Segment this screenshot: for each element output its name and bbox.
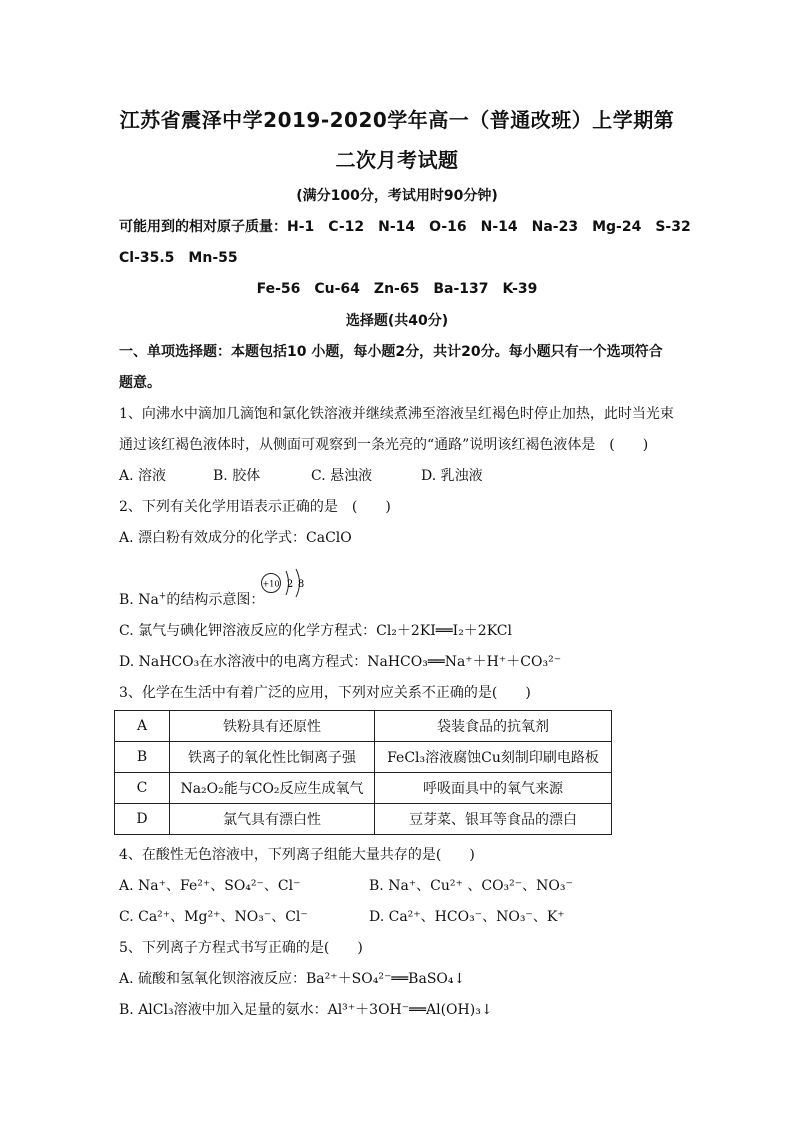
q2-option-c: C. 氯气与碘化钾溶液反应的化学方程式：Cl₂＋2KI══I₂＋2KCl: [119, 623, 512, 639]
q1-options: [119, 466, 483, 486]
q1-option-c: C. 悬浊液: [311, 468, 373, 484]
q1-option-d: D. 乳浊液: [421, 468, 483, 484]
q2-option-b-suffix: 的结构示意图：: [166, 592, 265, 608]
q4-option-d: D. Ca²⁺、HCO₃⁻、NO₃⁻、K⁺: [369, 909, 565, 925]
nucleus-charge: +10: [262, 579, 280, 589]
table-row: [115, 773, 612, 804]
q3-table: [114, 710, 612, 835]
q4-option-b: B. Na⁺、Cu²⁺ 、CO₃²⁻、NO₃⁻: [369, 878, 573, 894]
q3-row-b-property: 铁离子的氧化性比铜离子强: [170, 742, 375, 773]
q3-row-c-use: 呼吸面具中的氧气来源: [375, 773, 612, 804]
electron-shell-2-count: 8: [297, 579, 305, 590]
section-title: 选择题(共40分): [345, 313, 449, 329]
part1-instructions-line1: 一、单项选择题：本题包括10 小题，每小题2分，共计20分。每小题只有一个选项符合: [119, 344, 663, 360]
q3-row-d-property: 氯气具有漂白性: [170, 804, 375, 835]
atomic-mass-line3: Fe-56 Cu-64 Zn-65 Ba-137 K-39: [256, 281, 538, 297]
q4-option-c: C. Ca²⁺、Mg²⁺、NO₃⁻、Cl⁻: [119, 909, 308, 925]
q5-option-b: B. AlCl₃溶液中加入足量的氨水：Al³⁺＋3OH⁻══Al(OH)₃↓: [119, 1002, 493, 1018]
q3-row-d-use: 豆芽菜、银耳等食品的漂白: [375, 804, 612, 835]
table-row: [115, 804, 612, 835]
exam-title-line1: 江苏省震泽中学2019-2020学年高一（普通改班）上学期第: [119, 108, 675, 132]
q4-option-a: A. Na⁺、Fe²⁺、SO₄²⁻、Cl⁻: [119, 878, 301, 894]
q3-row-d-label: D: [115, 804, 170, 835]
electron-shell-1-count: 2: [286, 579, 294, 590]
exam-info: (满分100分，考试用时90分钟): [296, 188, 498, 204]
atomic-mass-line2: Cl-35.5 Mn-55: [119, 250, 238, 266]
q3-row-a-property: 铁粉具有还原性: [170, 711, 375, 742]
q2-option-d: D. NaHCO₃在水溶液中的电离方程式：NaHCO₃══Na⁺＋H⁺＋CO₃²⁻: [119, 654, 562, 670]
q3-row-a-use: 袋装食品的抗氧剂: [375, 711, 612, 742]
q1-option-b: B. 胶体: [213, 468, 261, 484]
q3-row-c-property: Na₂O₂能与CO₂反应生成氧气: [170, 773, 375, 804]
q3-row-c-label: C: [115, 773, 170, 804]
q4-stem: 4、在酸性无色溶液中，下列离子组能大量共存的是( ): [119, 847, 475, 863]
sodium-ion-structure-diagram: [260, 565, 310, 605]
table-row: [115, 711, 612, 742]
q2-option-b-prefix: B. Na: [119, 592, 159, 608]
q1-stem-line2: 通过该红褐色液体时，从侧面可观察到一条光亮的“通路”说明该红褐色液体是 ( ): [119, 437, 649, 453]
q5-stem: 5、下列离子方程式书写正确的是( ): [119, 940, 363, 956]
table-row: [115, 742, 612, 773]
q5-option-a: A. 硫酸和氢氧化钡溶液反应：Ba²⁺＋SO₄²⁻══BaSO₄↓: [119, 971, 466, 987]
q2-option-b-charge: +: [158, 591, 167, 602]
q2-stem: 2、下列有关化学用语表示正确的是 ( ): [119, 499, 391, 515]
q3-row-b-label: B: [115, 742, 170, 773]
atomic-mass-line1: 可能用到的相对原子质量：H-1 C-12 N-14 O-16 N-14 Na-23 Mg-24 S-32: [119, 219, 691, 235]
q3-row-b-use: FeCl₃溶液腐蚀Cu刻制印刷电路板: [375, 742, 612, 773]
exam-title-line2: 二次月考试题: [335, 148, 459, 172]
part1-instructions-line2: 题意。: [119, 375, 161, 391]
q1-option-a: A. 溶液: [119, 468, 167, 484]
q3-stem: 3、化学在生活中有着广泛的应用，下列对应关系不正确的是( ): [119, 685, 531, 701]
q1-stem-line1: 1、向沸水中滴加几滴饱和氯化铁溶液并继续煮沸至溶液呈红褐色时停止加热，此时当光束: [119, 406, 674, 422]
q2-option-b: [119, 590, 264, 610]
q2-option-a: A. 漂白粉有效成分的化学式：CaClO: [119, 530, 352, 546]
q3-row-a-label: A: [115, 711, 170, 742]
